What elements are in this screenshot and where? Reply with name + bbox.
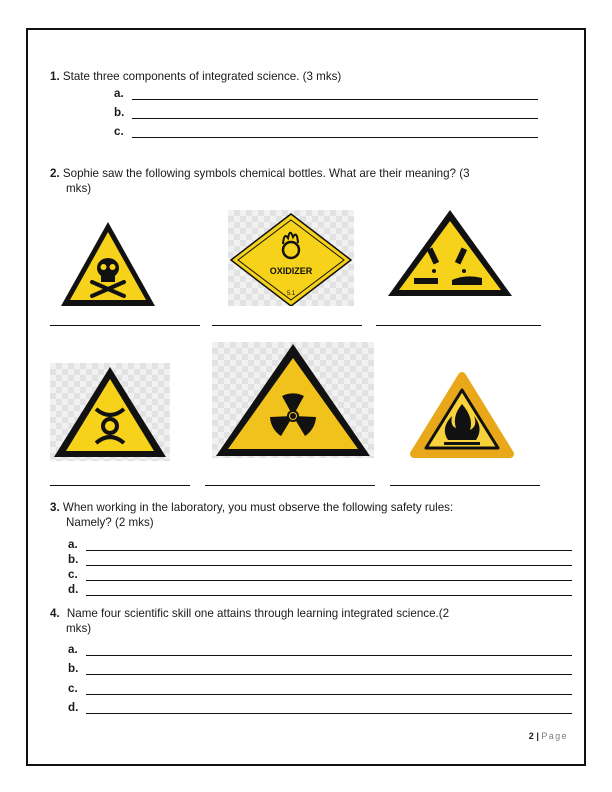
answer-label: b. bbox=[114, 106, 125, 119]
answer-blank-symbol-4[interactable] bbox=[50, 485, 190, 486]
answer-line-4a[interactable] bbox=[68, 643, 572, 657]
answer-line-3b[interactable] bbox=[68, 553, 572, 567]
oxidizer-class: 5.1 bbox=[286, 291, 296, 297]
question-text: Name four scientific skill one attains through learning integrated science.(2 bbox=[66, 607, 450, 620]
corrosive-icon bbox=[386, 208, 514, 298]
answer-underline bbox=[132, 137, 538, 138]
answer-line-4b[interactable] bbox=[68, 662, 572, 676]
radiation-icon bbox=[212, 342, 374, 458]
question-4 bbox=[50, 606, 590, 636]
answer-underline bbox=[132, 118, 538, 119]
toxic-skull-icon bbox=[58, 218, 158, 310]
answer-label: a. bbox=[68, 538, 78, 551]
oxidizer-label: OXIDIZER bbox=[269, 266, 313, 276]
answer-label: c. bbox=[114, 125, 124, 138]
question-3 bbox=[50, 500, 590, 530]
answer-underline bbox=[86, 580, 572, 581]
answer-underline bbox=[86, 674, 572, 675]
answer-label: b. bbox=[68, 553, 79, 566]
answer-line-3a[interactable] bbox=[68, 538, 572, 552]
answer-underline bbox=[132, 99, 538, 100]
answer-label: c. bbox=[68, 568, 78, 581]
answer-line-4d[interactable] bbox=[68, 701, 572, 715]
question-text: When working in the laboratory, you must observe the following safety rules: bbox=[62, 501, 454, 514]
biohazard-reactive-icon bbox=[50, 363, 170, 461]
answer-label: d. bbox=[68, 701, 79, 714]
answer-line-4c[interactable] bbox=[68, 682, 572, 696]
answer-line-1a[interactable] bbox=[114, 87, 538, 101]
answer-label: c. bbox=[68, 682, 78, 695]
question-text: Sophie saw the following symbols chemical bottles. What are their meaning? (3 bbox=[62, 167, 470, 180]
question-number: 4. bbox=[50, 607, 60, 620]
answer-blank-symbol-6[interactable] bbox=[390, 485, 540, 486]
answer-underline bbox=[86, 565, 572, 566]
page-number: 2 bbox=[528, 731, 534, 741]
page-footer bbox=[529, 731, 568, 741]
answer-line-3d[interactable] bbox=[68, 583, 572, 597]
answer-label: a. bbox=[68, 643, 78, 656]
oxidizer-icon bbox=[228, 210, 354, 306]
answer-underline bbox=[86, 694, 572, 695]
answer-label: a. bbox=[114, 87, 124, 100]
answer-line-3c[interactable] bbox=[68, 568, 572, 582]
question-text-cont: Namely? (2 mks) bbox=[66, 516, 154, 529]
footer-page-word: Page bbox=[541, 731, 568, 741]
flammable-icon bbox=[410, 370, 514, 458]
answer-label: d. bbox=[68, 583, 79, 596]
answer-underline bbox=[86, 713, 572, 714]
answer-blank-symbol-2[interactable] bbox=[212, 325, 362, 326]
answer-underline bbox=[86, 595, 572, 596]
answer-label: b. bbox=[68, 662, 79, 675]
answer-underline bbox=[86, 550, 572, 551]
question-number: 3. bbox=[50, 501, 60, 514]
question-1 bbox=[50, 69, 341, 84]
answer-underline bbox=[86, 655, 572, 656]
answer-line-1b[interactable] bbox=[114, 106, 538, 120]
question-number: 1. bbox=[50, 70, 60, 83]
question-number: 2. bbox=[50, 167, 60, 180]
answer-line-1c[interactable] bbox=[114, 125, 538, 139]
question-2 bbox=[50, 166, 590, 196]
footer-separator: | bbox=[536, 731, 539, 741]
question-text-cont: mks) bbox=[66, 622, 92, 635]
question-text-cont: mks) bbox=[66, 182, 92, 195]
answer-blank-symbol-1[interactable] bbox=[50, 325, 200, 326]
answer-blank-symbol-3[interactable] bbox=[376, 325, 541, 326]
answer-blank-symbol-5[interactable] bbox=[205, 485, 375, 486]
question-text: State three components of integrated science. (3 mks) bbox=[62, 70, 342, 83]
